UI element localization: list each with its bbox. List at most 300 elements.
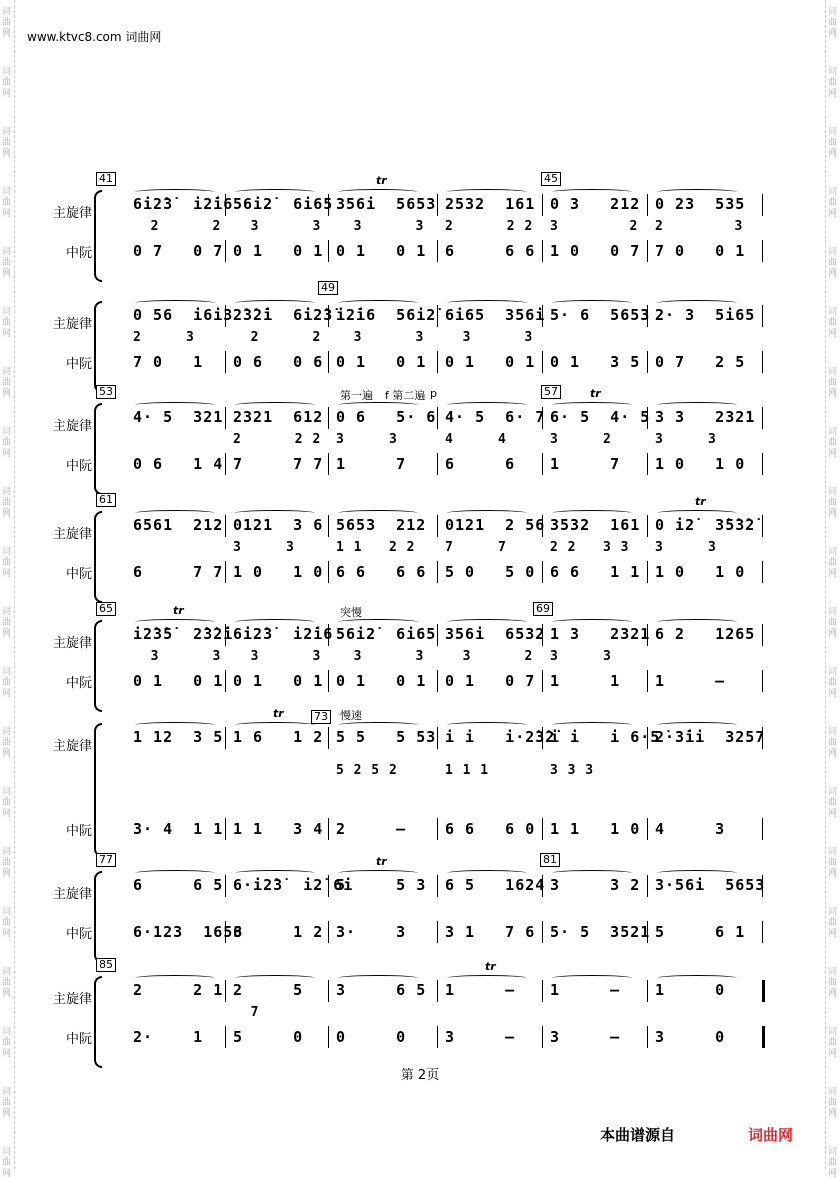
watermark-glyph: 词 [828, 7, 838, 17]
barline [762, 407, 763, 429]
alto-notes: 7 0 1 [133, 353, 204, 371]
watermark-glyph: 曲 [2, 978, 12, 988]
harmony-notes: 3 3 [445, 330, 534, 345]
measure-number: 45 [541, 172, 561, 186]
barline [437, 515, 438, 537]
measure-number: 77 [96, 853, 116, 867]
melody-notes: 4· 5 321 [133, 408, 224, 426]
melody-notes: 1 – [445, 981, 516, 999]
melody-instrument-label: 主旋律 [53, 636, 93, 651]
slur [447, 189, 527, 195]
watermark-glyph: 词 [2, 1027, 12, 1037]
slur [447, 510, 527, 516]
barline [762, 980, 765, 1002]
melody-instrument-label: 主旋律 [53, 206, 93, 221]
watermark-glyph: 网 [828, 89, 838, 99]
harmony-notes: 3 2 [445, 649, 534, 664]
harmony-notes: 2 2 2 [445, 219, 534, 234]
alto-notes: 6 6 6 6 [336, 563, 427, 581]
watermark-glyph: 网 [828, 809, 838, 819]
melody-notes: 356i 5653 [336, 195, 437, 213]
watermark-glyph: 网 [2, 989, 12, 999]
alto-notes: 0 1 0 1 [233, 242, 324, 260]
slur [447, 402, 527, 408]
slur [338, 189, 418, 195]
watermark-glyph: 网 [828, 689, 838, 699]
watermark-glyph: 词 [2, 367, 12, 377]
melody-notes: 6 6 5 [133, 876, 224, 894]
alto-notes: 0 1 3 5 [550, 353, 641, 371]
watermark-glyph: 曲 [828, 918, 838, 928]
watermark-glyph: 词 [828, 787, 838, 797]
watermark-glyph: 词 [2, 67, 12, 77]
barline [225, 240, 226, 262]
watermark-glyph: 词 [2, 427, 12, 437]
alto-notes: 5 6 1 [655, 923, 746, 941]
melody-notes: 4· 5 6· 7 [445, 408, 546, 426]
harmony-notes: 3 3 [655, 540, 717, 555]
watermark-glyph: 曲 [2, 138, 12, 148]
alto-notes: 1 1 1 0 [550, 820, 641, 838]
alto-notes: 6 6 [445, 455, 516, 473]
system-brace [94, 871, 102, 963]
watermark-glyph: 网 [828, 929, 838, 939]
harmony-notes: 2 2 2 [233, 432, 322, 447]
watermark-glyph: 词 [2, 127, 12, 137]
harmony-notes: 2 2 [133, 219, 222, 234]
alto-notes: 3 – [445, 1028, 516, 1046]
barline [225, 453, 226, 475]
melody-notes: 2532 161 [445, 195, 536, 213]
barline [225, 1026, 226, 1048]
melody-notes: 0 3 212 [550, 195, 641, 213]
melody-notes: i2̇3̇5̇ 2̇3̇2̇i [133, 625, 234, 643]
alto-notes: 1 0 1 0 [233, 563, 324, 581]
watermark-glyph: 词 [2, 667, 12, 677]
alto-notes: 3· 3 [336, 923, 407, 941]
slur [447, 619, 527, 625]
alto-notes: 5· 5 3521 [550, 923, 651, 941]
harmony-notes: 7 7 [445, 540, 507, 555]
melody-notes: 5 5 3 [336, 876, 427, 894]
slur [657, 510, 737, 516]
slur [235, 402, 315, 408]
harmony-notes: 2 2 [233, 330, 322, 345]
melody-notes: 3 3 2321 [655, 408, 756, 426]
watermark-glyph: 词 [828, 367, 838, 377]
harmony-notes: 3 3 [133, 649, 222, 664]
alto-notes: 0 1 0 1 [336, 672, 427, 690]
watermark-glyph: 网 [2, 89, 12, 99]
watermark-glyph: 曲 [828, 498, 838, 508]
watermark-glyph: 网 [828, 1049, 838, 1059]
slur [235, 510, 315, 516]
alto-notes: 0 6 1 4 [133, 455, 224, 473]
system-brace [94, 301, 102, 393]
alto-notes: 1 0 1 0 [655, 455, 746, 473]
watermark-glyph: 网 [2, 809, 12, 819]
performance-mark: f 第二遍 [385, 389, 426, 402]
watermark-glyph: 曲 [828, 18, 838, 28]
measure-number: 65 [96, 602, 116, 616]
slur [447, 300, 527, 306]
alto-notes: 6 6 1 1 [550, 563, 641, 581]
watermark-glyph: 网 [2, 929, 12, 939]
watermark-glyph: 曲 [828, 858, 838, 868]
watermark-glyph: 曲 [2, 1038, 12, 1048]
watermark-glyph: 曲 [2, 918, 12, 928]
watermark-glyph: 曲 [2, 798, 12, 808]
slur [235, 619, 315, 625]
barline [762, 1026, 765, 1048]
barline [225, 818, 226, 840]
watermark-glyph: 曲 [2, 1098, 12, 1108]
barline [328, 561, 329, 583]
alto-notes: 3 0 [655, 1028, 726, 1046]
barline [437, 240, 438, 262]
watermark-glyph: 词 [828, 907, 838, 917]
harmony-notes: 4 4 [445, 432, 507, 447]
barline [437, 818, 438, 840]
alto-notes: 1 – [655, 672, 726, 690]
alto-notes: 7 7 7 [233, 455, 324, 473]
barline [542, 921, 543, 943]
barline [328, 240, 329, 262]
watermark-glyph: 曲 [828, 438, 838, 448]
barline [762, 670, 763, 692]
harmony-notes: 2 2 3 3 [550, 540, 630, 555]
alto-instrument-label: 中阮 [66, 567, 93, 582]
melody-notes: 1 0 [655, 981, 726, 999]
watermark-glyph: 曲 [2, 78, 12, 88]
alto-notes: 6 6 6 0 [445, 820, 536, 838]
watermark-glyph: 词 [828, 1027, 838, 1037]
watermark-glyph: 网 [828, 449, 838, 459]
barline [762, 561, 763, 583]
measure-number: 73 [311, 710, 331, 724]
watermark-glyph: 词 [828, 667, 838, 677]
slur [135, 510, 215, 516]
harmony-notes: 2 3 [655, 219, 744, 234]
barline [225, 561, 226, 583]
barline [437, 670, 438, 692]
watermark-glyph: 曲 [828, 738, 838, 748]
slur [235, 870, 315, 876]
alto-instrument-label: 中阮 [66, 357, 93, 372]
melody-notes: i2̇i6 56i2̇ [336, 306, 437, 324]
watermark-glyph: 网 [828, 1169, 838, 1179]
watermark-glyph: 曲 [2, 18, 12, 28]
slur [235, 300, 315, 306]
alto-notes: 6·123 1653 [133, 923, 244, 941]
system-brace [94, 976, 102, 1068]
barline [225, 875, 226, 897]
watermark-glyph: 词 [828, 187, 838, 197]
harmony-notes: 3 3 [336, 330, 425, 345]
slur [235, 975, 315, 981]
slur [135, 975, 215, 981]
alto-notes: 0 6 0 6 [233, 353, 324, 371]
trill-mark: tr [376, 855, 387, 868]
alto-notes: 0 1 0 1 [445, 353, 536, 371]
melody-notes: 56i2̇ 6i65 [233, 195, 334, 213]
barline [542, 670, 543, 692]
alto-instrument-label: 中阮 [66, 676, 93, 691]
melody-notes: 2̇·3̇ii 3257 [655, 728, 766, 746]
watermark-glyph: 曲 [828, 378, 838, 388]
watermark-glyph: 曲 [2, 318, 12, 328]
melody-notes: 6i65 356i [445, 306, 546, 324]
watermark-glyph: 网 [2, 29, 12, 39]
slur [135, 402, 215, 408]
barline [647, 240, 648, 262]
watermark-glyph: 词 [2, 607, 12, 617]
slur [135, 722, 215, 728]
barline [542, 194, 543, 216]
slur [552, 189, 632, 195]
melody-notes: 2· 3 5i65 [655, 306, 756, 324]
barline [647, 1026, 648, 1048]
watermark-glyph: 网 [828, 869, 838, 879]
barline [762, 305, 763, 327]
watermark-glyph: 曲 [828, 138, 838, 148]
watermark-glyph: 词 [828, 427, 838, 437]
alto-instrument-label: 中阮 [66, 1032, 93, 1047]
slur [657, 402, 737, 408]
alto-notes: 1 0 0 7 [550, 242, 641, 260]
alto-notes: 0 7 0 7 [133, 242, 224, 260]
watermark-glyph: 网 [828, 149, 838, 159]
slur [657, 722, 737, 728]
watermark-glyph: 词 [2, 247, 12, 257]
alto-notes: 3 1 7 6 [445, 923, 536, 941]
melody-notes: 6i2̇3̇ i2̇i6 [233, 625, 334, 643]
barline [437, 727, 438, 749]
slur [657, 870, 737, 876]
melody-instrument-label: 主旋律 [53, 739, 93, 754]
slur [447, 870, 527, 876]
source-brand-logo: 词曲网 [748, 1126, 794, 1144]
barline [225, 727, 226, 749]
watermark-glyph: 曲 [2, 438, 12, 448]
slur [235, 722, 315, 728]
melody-notes: 3 3 2 [550, 876, 641, 894]
barline [328, 1026, 329, 1048]
barline [647, 561, 648, 583]
harmony-notes: 3 3 [233, 219, 322, 234]
alto-notes: 0 1 0 1 [133, 672, 224, 690]
slur [235, 189, 315, 195]
performance-mark: p [430, 387, 437, 400]
harmony-notes: 7 [233, 1005, 260, 1020]
watermark-glyph: 网 [2, 149, 12, 159]
watermark-glyph: 网 [2, 269, 12, 279]
watermark-glyph: 网 [2, 389, 12, 399]
watermark-glyph: 网 [2, 689, 12, 699]
barline [328, 818, 329, 840]
barline [437, 407, 438, 429]
alto-notes: 4 3 [655, 820, 726, 838]
measure-number: 49 [318, 281, 338, 295]
watermark-glyph: 网 [2, 509, 12, 519]
watermark-glyph: 网 [828, 1109, 838, 1119]
melody-notes: 1 6 1 2 [233, 728, 324, 746]
watermark-glyph: 曲 [828, 318, 838, 328]
barline [762, 515, 763, 537]
harmony-notes: 1 1 1 [445, 763, 490, 778]
trill-mark: tr [695, 495, 706, 508]
harmony-notes: 3 3 [233, 540, 295, 555]
watermark-glyph: 网 [2, 629, 12, 639]
barline [437, 194, 438, 216]
barline [437, 921, 438, 943]
trill-mark: tr [273, 707, 284, 720]
melody-instrument-label: 主旋律 [53, 419, 93, 434]
slur [657, 975, 737, 981]
performance-mark: 第一遍 [340, 389, 373, 402]
alto-notes: 1 7 [336, 455, 407, 473]
watermark-glyph: 词 [2, 1147, 12, 1157]
alto-notes: 1 0 1 0 [655, 563, 746, 581]
melody-notes: 56i2̇ 6i65 [336, 625, 437, 643]
barline [542, 561, 543, 583]
alto-notes: 1 1 3 4 [233, 820, 324, 838]
barline [225, 670, 226, 692]
barline [647, 875, 648, 897]
melody-notes: 0 6 5· 6 [336, 408, 437, 426]
melody-notes: 6i2̇3̇ i2̇i6 [133, 195, 234, 213]
barline [762, 240, 763, 262]
harmony-notes: 2 3 [133, 330, 195, 345]
watermark-glyph: 词 [828, 607, 838, 617]
melody-notes: 1 – [550, 981, 621, 999]
harmony-notes: 3 2 [550, 219, 639, 234]
watermark-glyph: 曲 [828, 678, 838, 688]
measure-number: 41 [96, 172, 116, 186]
watermark-glyph: 词 [828, 1087, 838, 1097]
measure-number: 69 [533, 602, 553, 616]
slur [135, 619, 215, 625]
watermark-glyph: 曲 [2, 558, 12, 568]
watermark-glyph: 词 [2, 847, 12, 857]
watermark-glyph: 曲 [828, 798, 838, 808]
slur [338, 510, 418, 516]
alto-notes: 2· 1 [133, 1028, 204, 1046]
melody-notes: 2 2 1 [133, 981, 224, 999]
alto-notes: 5 0 [233, 1028, 304, 1046]
watermark-glyph: 网 [828, 749, 838, 759]
melody-notes: 1 3 2321 [550, 625, 651, 643]
melody-notes: 5653 212 [336, 516, 427, 534]
watermark-glyph: 词 [2, 487, 12, 497]
barline [328, 980, 329, 1002]
measure-number: 57 [541, 385, 561, 399]
measure-number: 53 [96, 385, 116, 399]
melody-notes: 6561 212 [133, 516, 224, 534]
trill-mark: tr [485, 960, 496, 973]
slur [657, 300, 737, 306]
barline [647, 670, 648, 692]
melody-notes: 6·i2̇3̇ i2̇ 6i [233, 876, 354, 894]
source-label: 本曲谱源自 [600, 1126, 676, 1144]
alto-notes: 0 1 0 1 [233, 672, 324, 690]
watermark-glyph: 曲 [2, 498, 12, 508]
measure-number: 61 [96, 493, 116, 507]
melody-notes: 0121 2 56 [445, 516, 546, 534]
barline [437, 561, 438, 583]
slur [135, 300, 215, 306]
melody-notes: i i i 6·5 [550, 728, 661, 746]
barline [762, 453, 763, 475]
watermark-glyph: 词 [828, 1147, 838, 1157]
harmony-notes: 5 2 5 2 [336, 763, 398, 778]
harmony-notes: 3 3 [233, 649, 322, 664]
barline [647, 351, 648, 373]
barline [437, 875, 438, 897]
alto-notes: 5 0 5 0 [445, 563, 536, 581]
watermark-glyph: 曲 [2, 1158, 12, 1168]
barline [328, 727, 329, 749]
watermark-glyph: 词 [2, 727, 12, 737]
barline [225, 407, 226, 429]
harmony-notes: 3 3 [655, 432, 717, 447]
trill-mark: tr [376, 174, 387, 187]
alto-notes: 0 1 0 7 [445, 672, 536, 690]
melody-notes: 3·56i 5653 [655, 876, 766, 894]
slur [552, 619, 632, 625]
alto-notes: 7 0 0 1 [655, 242, 746, 260]
watermark-glyph: 网 [828, 389, 838, 399]
barline [542, 240, 543, 262]
system-brace [94, 403, 102, 495]
slur [552, 722, 632, 728]
barline [647, 818, 648, 840]
melody-notes: 2321 612 [233, 408, 324, 426]
alto-instrument-label: 中阮 [66, 824, 93, 839]
slur [552, 510, 632, 516]
slur [552, 300, 632, 306]
alto-notes: 6 7 7 [133, 563, 224, 581]
melody-instrument-label: 主旋律 [53, 887, 93, 902]
barline [328, 407, 329, 429]
watermark-glyph: 词 [828, 487, 838, 497]
barline [762, 624, 763, 646]
watermark-glyph: 网 [828, 209, 838, 219]
barline [542, 1026, 543, 1048]
alto-instrument-label: 中阮 [66, 459, 93, 474]
watermark-glyph: 网 [828, 509, 838, 519]
watermark-glyph: 曲 [828, 978, 838, 988]
watermark-glyph: 网 [2, 1109, 12, 1119]
harmony-notes: 3 3 [336, 219, 425, 234]
slur [552, 975, 632, 981]
watermark-glyph: 网 [828, 29, 838, 39]
slur [447, 722, 527, 728]
watermark-glyph: 网 [2, 1049, 12, 1059]
watermark-glyph: 词 [2, 907, 12, 917]
watermark-glyph: 词 [2, 787, 12, 797]
slur [657, 619, 737, 625]
watermark-glyph: 词 [2, 1087, 12, 1097]
alto-notes: 2 – [336, 820, 407, 838]
barline [328, 515, 329, 537]
barline [225, 515, 226, 537]
watermark-glyph: 网 [828, 269, 838, 279]
system-brace [94, 723, 102, 857]
harmony-notes: 3 3 [550, 649, 612, 664]
barline [437, 980, 438, 1002]
barline [437, 624, 438, 646]
